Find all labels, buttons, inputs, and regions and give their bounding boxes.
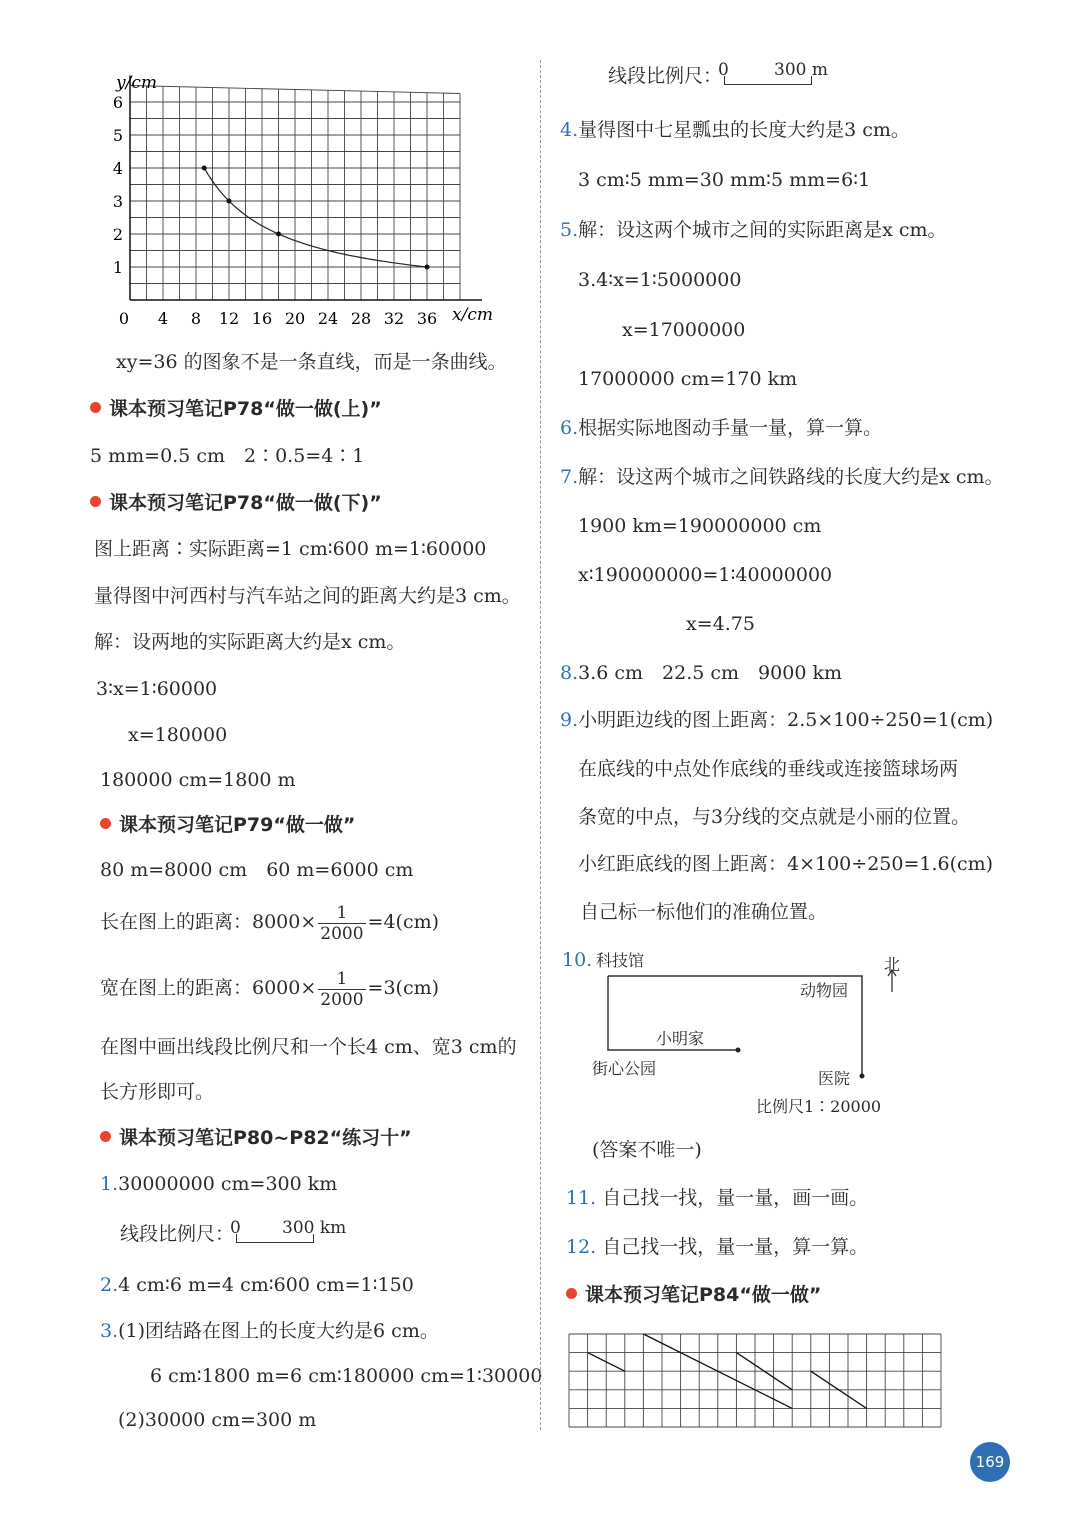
map-label-hospital: 医院 (818, 1069, 851, 1088)
q12: 12. 自己找一找，量一量，算一算。 (566, 1236, 869, 1258)
s2-line6: 180000 cm=1800 m (100, 769, 296, 791)
map-label-science-museum: 科技馆 (596, 951, 645, 970)
scale-bar-km: 线段比例尺： 0 300 km (120, 1218, 347, 1245)
x-tick-label: 12 (218, 309, 240, 328)
q9e: 自己标一标他们的准确位置。 (580, 901, 828, 923)
q11: 11. 自己找一找，量一量，画一画。 (566, 1187, 869, 1209)
map-north-label: 北 (884, 955, 901, 974)
x-tick-label: 20 (284, 309, 306, 328)
q9a: 9.小明距边线的图上距离：2.5×100÷250=1(cm) (560, 709, 994, 731)
q9d: 小红距底线的图上距离：4×100÷250=1.6(cm) (578, 853, 994, 875)
q9c: 条宽的中点，与3分线的交点就是小丽的位置。 (578, 806, 971, 828)
section-title-p78-down: 课本预习笔记P78“做一做(下)” (90, 491, 382, 515)
column-divider (540, 60, 541, 1430)
q3c: (2)30000 cm=300 m (118, 1409, 317, 1431)
section-title-p80-82: 课本预习笔记P80~P82“练习十” (100, 1126, 412, 1150)
bullet-dot-icon (100, 818, 111, 829)
q6: 6.根据实际地图动手量一量，算一算。 (560, 417, 883, 439)
graph-note: xy=36 的图象不是一条直线，而是一条曲线。 (116, 351, 507, 373)
y-tick-label: 3 (112, 192, 124, 211)
x-tick-label: 36 (416, 309, 438, 328)
scale-bar-m: 线段比例尺： 0 300 m (608, 60, 828, 87)
map-point-home (736, 1048, 741, 1053)
x-tick-label: 8 (190, 309, 202, 328)
q4a: 4.量得图中七星瓢虫的长度大约是3 cm。 (560, 119, 910, 141)
q7a: 7.解：设这两个城市之间铁路线的长度大约是x cm。 (560, 466, 1004, 488)
x-tick-label: 16 (251, 309, 273, 328)
s2-line1: 图上距离∶实际距离=1 cm∶600 m=1∶60000 (94, 538, 487, 560)
s2-line4: 3∶x=1∶60000 (96, 678, 218, 700)
map-label-park: 街心公园 (592, 1059, 657, 1078)
s3-width-line: 宽在图上的距离：6000× $\frac{1}{2000}$ =3(cm) (100, 968, 440, 1010)
x-tick-label: 32 (383, 309, 405, 328)
section-title-p79: 课本预习笔记P79“做一做” (100, 813, 355, 837)
graph-point (276, 232, 281, 237)
q7d: x=4.75 (686, 613, 755, 635)
bullet-dot-icon (100, 1131, 111, 1142)
p84-drawing-grid (568, 1333, 948, 1433)
s2-line2: 量得图中河西村与汽车站之间的距离大约是3 cm。 (94, 585, 521, 607)
graph-y-axis-label: y/cm (116, 73, 157, 93)
section-title-p78-up: 课本预习笔记P78“做一做(上)” (90, 397, 382, 421)
graph-x-axis-label: x/cm (452, 305, 493, 325)
s3-length-line: 长在图上的距离：8000× $\frac{1}{2000}$ =4(cm) (100, 902, 440, 944)
q10-note: (答案不唯一) (592, 1139, 702, 1161)
q3b: 6 cm∶1800 m=6 cm∶180000 cm=1∶30000 (150, 1365, 543, 1387)
y-tick-label: 2 (112, 225, 124, 244)
q4b: 3 cm∶5 mm=30 mm∶5 mm=6∶1 (578, 169, 871, 191)
s2-line5: x=180000 (128, 724, 228, 746)
q10-route-map (560, 940, 920, 1120)
x-tick-label: 28 (350, 309, 372, 328)
s2-line3: 解：设两地的实际距离大约是x cm。 (94, 631, 406, 653)
x-tick-label: 24 (317, 309, 339, 328)
q5d: 17000000 cm=170 km (578, 368, 798, 390)
map-label-zoo: 动物园 (800, 981, 849, 1000)
section-title-p84: 课本预习笔记P84“做一做” (566, 1283, 821, 1307)
graph-grid (130, 86, 460, 301)
bullet-dot-icon (90, 402, 101, 413)
q3a: 3.(1)团结路在图上的长度大约是6 cm。 (100, 1320, 439, 1342)
map-label-home: 小明家 (656, 1029, 705, 1048)
x-tick-label: 4 (157, 309, 169, 328)
fraction: $\frac{1}{2000}$ (320, 968, 364, 1010)
page-number-badge: 169 (970, 1442, 1010, 1482)
s3-line5: 长方形即可。 (100, 1081, 215, 1103)
bullet-dot-icon (90, 496, 101, 507)
y-tick-label: 6 (112, 93, 124, 112)
graph-point (425, 265, 430, 270)
y-tick-label: 5 (112, 126, 124, 145)
s3-line4: 在图中画出线段比例尺和一个长4 cm、宽3 cm的 (100, 1036, 517, 1058)
graph-point (227, 199, 232, 204)
q10-number: 10. (562, 949, 593, 971)
map-point-hospital (860, 1074, 865, 1079)
fraction: $\frac{1}{2000}$ (320, 902, 364, 944)
q8: 8.3.6 cm 22.5 cm 9000 km (560, 662, 842, 684)
y-tick-label: 4 (112, 159, 124, 178)
y-tick-label: 1 (112, 258, 124, 277)
q5a: 5.解：设这两个城市之间的实际距离是x cm。 (560, 219, 947, 241)
bullet-dot-icon (566, 1288, 577, 1299)
x-tick-label: 0 (118, 309, 130, 328)
xy-graph (100, 60, 520, 340)
q1: 1.30000000 cm=300 km (100, 1173, 338, 1195)
s3-line1: 80 m=8000 cm 60 m=6000 cm (100, 859, 414, 881)
graph-point (202, 166, 207, 171)
q5c: x=17000000 (622, 319, 746, 341)
q9b: 在底线的中点处作底线的垂线或连接篮球场两 (578, 758, 959, 780)
map-scale: 比例尺1∶20000 (756, 1097, 882, 1116)
q2: 2.4 cm∶6 m=4 cm∶600 cm=1∶150 (100, 1274, 414, 1296)
q7c: x∶190000000=1∶40000000 (578, 564, 833, 586)
q5b: 3.4∶x=1∶5000000 (578, 269, 742, 291)
q7b: 1900 km=190000000 cm (578, 515, 822, 537)
s1-line1: 5 mm=0.5 cm 2∶0.5=4∶1 (90, 445, 365, 467)
